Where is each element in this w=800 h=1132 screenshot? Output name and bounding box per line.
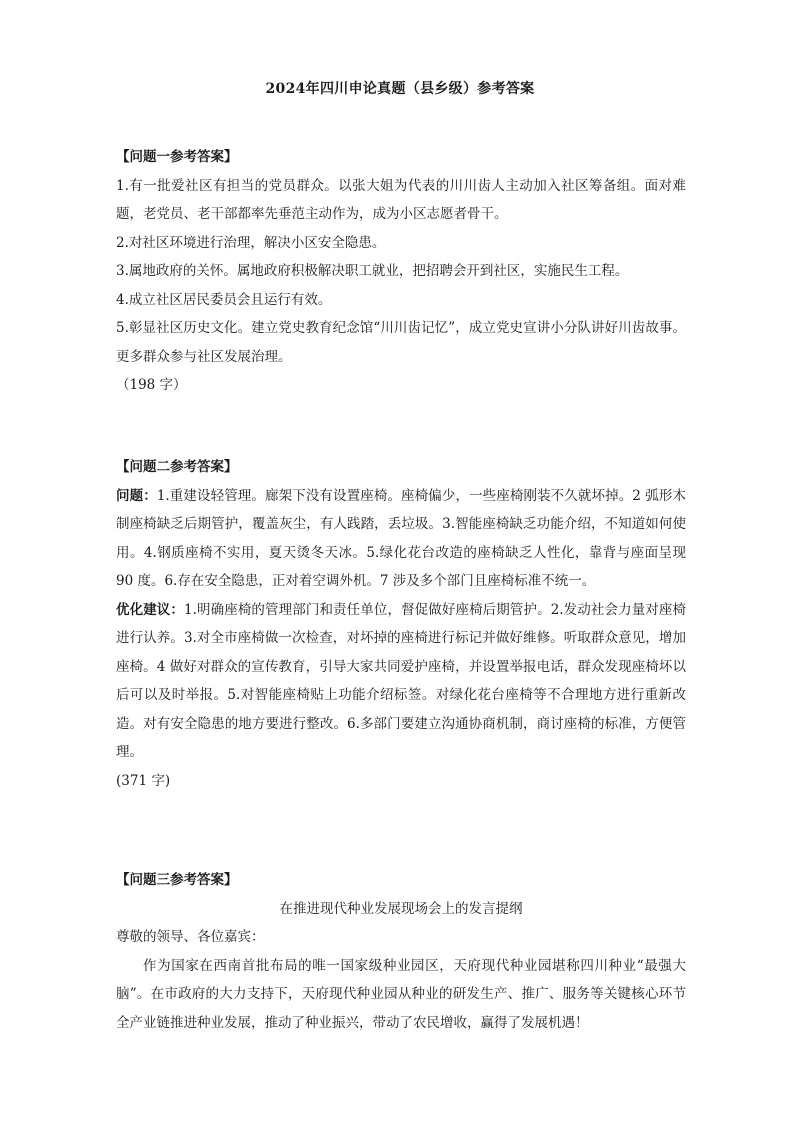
q2-problems xyxy=(116,482,686,596)
q1-item-5: 5.彰显社区历史文化。建立党史教育纪念馆“川川齿记忆”，成立党史宣讲小分队讲好川齿故事。更多群众参与社区发展治理。 xyxy=(116,320,686,365)
speech-title: 在推进现代种业发展现场会上的发言提纲 xyxy=(279,900,523,917)
q1-item-4: 4.成立社区居民委员会且运行有效。 xyxy=(116,291,332,308)
q2-word-count: (371 字) xyxy=(116,772,171,789)
section-heading-q1: 【问题一参考答案】 xyxy=(116,149,238,165)
q2-problems-label: 问题： xyxy=(116,487,157,504)
q1-item-1: 1.有一批爱社区有担当的党员群众。以张大姐为代表的川川齿人主动加入社区筹备组。面对难题，老党员、老干部都率先垂范主动作为，成为小区志愿者骨干。 xyxy=(116,177,686,222)
q2-suggestions-text: 1.明确座椅的管理部门和责任单位，督促做好座椅后期管护。2.发动社会力量对座椅进行认养。3.对全市座椅做一次检查，对坏掉的座椅进行标记并做好维修。听取群众意见，增加座椅。4 做好对群众的宣传教育，引导大家共同爱护座椅，并设置举报电话，群众发现座椅坏以后可以及时举报。5.对智能座椅贴上功能介绍标签。对绿化花台座椅等不合理地方进行重新改造。对有安全隐患的地方要进行整改。6.多部门要建立沟通协商机制，商讨座椅的标准，方便管理。 xyxy=(116,601,687,760)
speech-greeting: 尊敬的领导、各位嘉宾： xyxy=(116,929,265,945)
section-heading-q2: 【问题二参考答案】 xyxy=(116,459,238,475)
answer-section-q2 xyxy=(116,453,686,795)
speech-body: 作为国家在西南首批布局的唯一国家级种业园区，天府现代种业园堪称四川种业“最强大脑”。在市政府的大力支持下，天府现代种业园从种业的研发生产、推广、服务等关键核心环节全产业链推进种业发展，推动了种业振兴，带动了农民增收，赢得了发展机遇！ xyxy=(116,957,686,1031)
q1-item-2: 2.对社区环境进行治理，解决小区安全隐患。 xyxy=(116,234,386,251)
q2-suggestions xyxy=(116,596,686,767)
q2-problems-text: 1.重建设轻管理。廊架下没有设置座椅。座椅偏少，一些座椅刚装不久就坏掉。2 弧形木制座椅缺乏后期管护，覆盖灰尘，有人践踏，丢垃圾。3.智能座椅缺乏功能介绍，不知道如何使用。4.钢质座椅不实用，夏天烫冬天冰。5.绿化花台改造的座椅缺乏人性化，靠背与座面呈现 90 度。6.存在安全隐患，正对着空调外机。7 涉及多个部门且座椅标准不统一。 xyxy=(116,487,686,589)
answer-section-q1 xyxy=(116,143,686,400)
q1-word-count: （198 字） xyxy=(116,377,187,393)
document-title: 2024年四川申论真题（县乡级）参考答案 xyxy=(265,81,535,97)
q2-suggestions-label: 优化建议： xyxy=(116,601,185,618)
section-heading-q3: 【问题三参考答案】 xyxy=(116,872,238,888)
q1-item-3: 3.属地政府的关怀。属地政府积极解决职工就业，把招聘会开到社区，实施民生工程。 xyxy=(116,263,629,279)
answer-section-q3 xyxy=(116,866,686,1037)
